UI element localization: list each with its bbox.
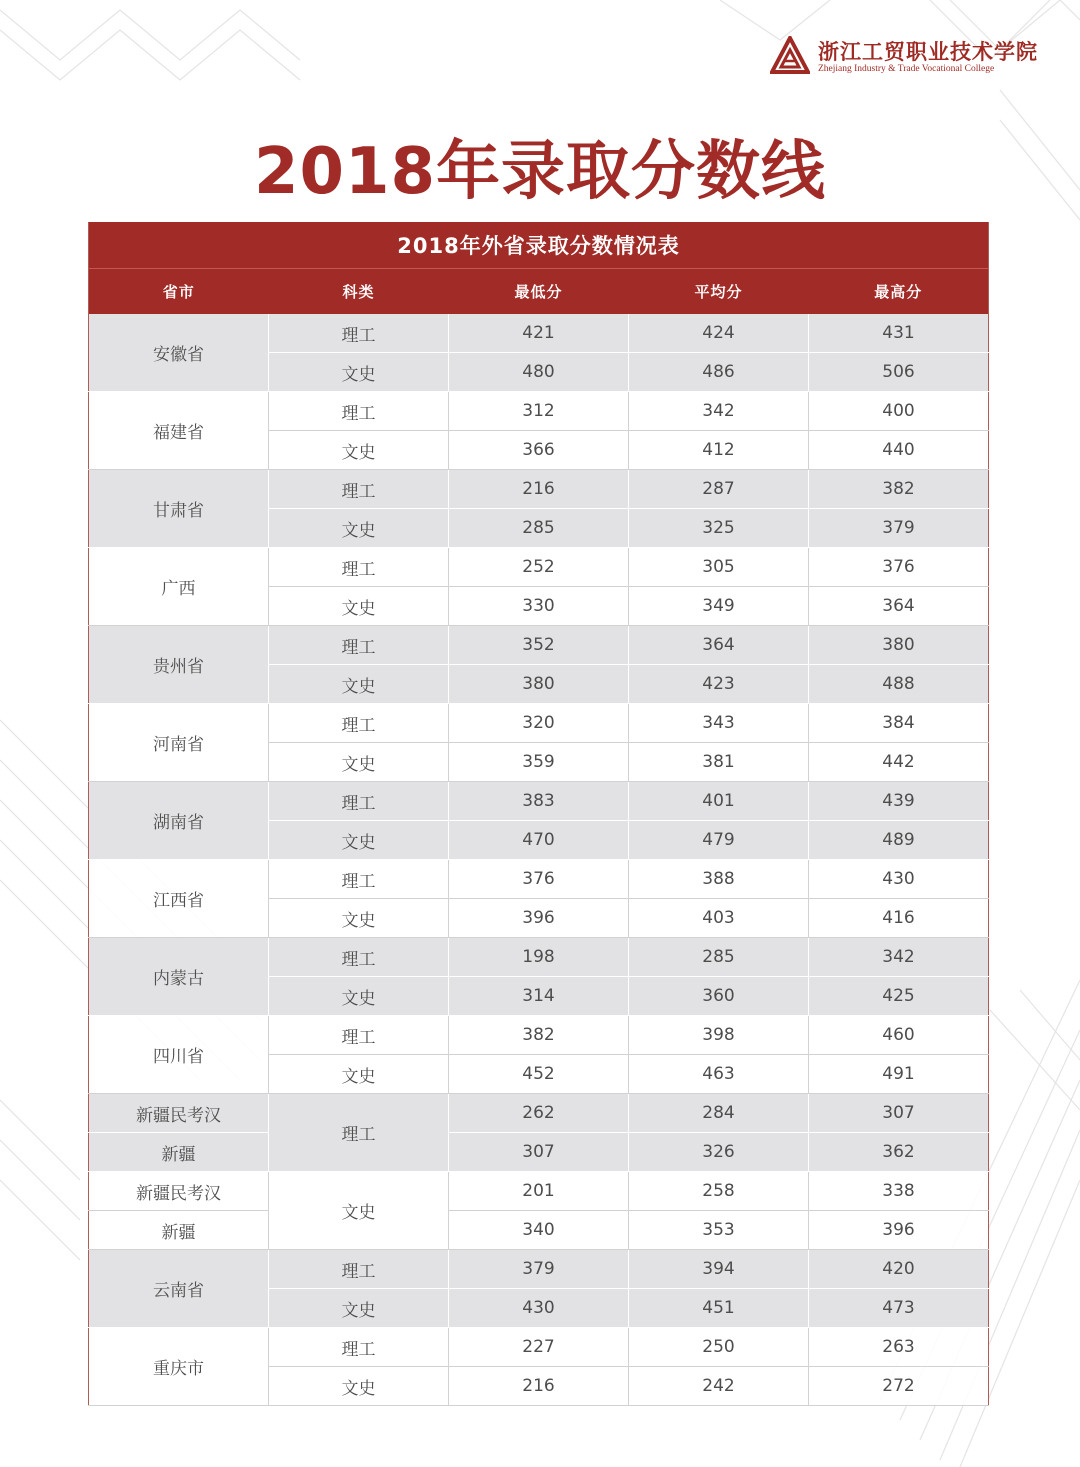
province-cell: 甘肃省 [89, 470, 269, 548]
category-cell: 理工 [269, 314, 449, 353]
max-score-cell: 460 [809, 1016, 989, 1055]
table-row [89, 1250, 989, 1289]
table-header-row [89, 269, 989, 315]
table-row [89, 1172, 989, 1211]
table-row [89, 782, 989, 821]
category-cell: 文史 [269, 509, 449, 548]
avg-score-cell: 326 [629, 1133, 809, 1172]
max-score-cell: 307 [809, 1094, 989, 1133]
table-row [89, 1094, 989, 1133]
category-cell: 文史 [269, 1367, 449, 1406]
page-title: 2018年录取分数线 [253, 135, 827, 209]
avg-score-cell: 486 [629, 353, 809, 392]
max-score-cell: 489 [809, 821, 989, 860]
min-score-cell: 314 [449, 977, 629, 1016]
min-score-cell: 430 [449, 1289, 629, 1328]
avg-score-cell: 284 [629, 1094, 809, 1133]
province-cell: 四川省 [89, 1016, 269, 1094]
header-avg-score: 平均分 [629, 269, 809, 315]
header-min-score: 最低分 [449, 269, 629, 315]
province-cell: 广西 [89, 548, 269, 626]
province-cell: 新疆 [89, 1211, 269, 1250]
max-score-cell: 420 [809, 1250, 989, 1289]
max-score-cell: 425 [809, 977, 989, 1016]
table-caption: 2018年外省录取分数情况表 [89, 222, 989, 269]
avg-score-cell: 349 [629, 587, 809, 626]
avg-score-cell: 424 [629, 314, 809, 353]
category-cell: 文史 [269, 587, 449, 626]
min-score-cell: 198 [449, 938, 629, 977]
avg-score-cell: 258 [629, 1172, 809, 1211]
avg-score-cell: 479 [629, 821, 809, 860]
header-category: 科类 [269, 269, 449, 315]
min-score-cell: 452 [449, 1055, 629, 1094]
max-score-cell: 396 [809, 1211, 989, 1250]
province-cell: 新疆民考汉 [89, 1094, 269, 1133]
min-score-cell: 396 [449, 899, 629, 938]
avg-score-cell: 398 [629, 1016, 809, 1055]
max-score-cell: 379 [809, 509, 989, 548]
category-cell: 理工 [269, 470, 449, 509]
max-score-cell: 380 [809, 626, 989, 665]
table-row [89, 626, 989, 665]
province-cell: 内蒙古 [89, 938, 269, 1016]
table-row [89, 860, 989, 899]
avg-score-cell: 285 [629, 938, 809, 977]
table-row [89, 704, 989, 743]
province-cell: 贵州省 [89, 626, 269, 704]
avg-score-cell: 381 [629, 743, 809, 782]
max-score-cell: 491 [809, 1055, 989, 1094]
category-cell: 文史 [269, 353, 449, 392]
avg-score-cell: 353 [629, 1211, 809, 1250]
min-score-cell: 340 [449, 1211, 629, 1250]
min-score-cell: 262 [449, 1094, 629, 1133]
category-cell: 文史 [269, 1172, 449, 1250]
max-score-cell: 338 [809, 1172, 989, 1211]
max-score-cell: 362 [809, 1133, 989, 1172]
max-score-cell: 488 [809, 665, 989, 704]
category-cell: 文史 [269, 977, 449, 1016]
min-score-cell: 382 [449, 1016, 629, 1055]
min-score-cell: 216 [449, 1367, 629, 1406]
min-score-cell: 285 [449, 509, 629, 548]
min-score-cell: 383 [449, 782, 629, 821]
table-row [89, 1016, 989, 1055]
min-score-cell: 470 [449, 821, 629, 860]
max-score-cell: 473 [809, 1289, 989, 1328]
category-cell: 理工 [269, 782, 449, 821]
category-cell: 理工 [269, 938, 449, 977]
avg-score-cell: 364 [629, 626, 809, 665]
min-score-cell: 352 [449, 626, 629, 665]
avg-score-cell: 360 [629, 977, 809, 1016]
header-province: 省市 [89, 269, 269, 315]
max-score-cell: 384 [809, 704, 989, 743]
province-cell: 新疆民考汉 [89, 1172, 269, 1211]
province-cell: 新疆 [89, 1133, 269, 1172]
category-cell: 理工 [269, 626, 449, 665]
category-cell: 理工 [269, 1328, 449, 1367]
min-score-cell: 379 [449, 1250, 629, 1289]
min-score-cell: 366 [449, 431, 629, 470]
college-logo [770, 36, 1038, 80]
logo-name-cn: 浙江工贸职业技术学院 [818, 39, 1038, 64]
min-score-cell: 359 [449, 743, 629, 782]
province-cell: 安徽省 [89, 314, 269, 392]
max-score-cell: 376 [809, 548, 989, 587]
table-row [89, 1328, 989, 1367]
table-row [89, 548, 989, 587]
max-score-cell: 364 [809, 587, 989, 626]
min-score-cell: 307 [449, 1133, 629, 1172]
table-row [89, 938, 989, 977]
max-score-cell: 430 [809, 860, 989, 899]
avg-score-cell: 250 [629, 1328, 809, 1367]
avg-score-cell: 403 [629, 899, 809, 938]
avg-score-cell: 325 [629, 509, 809, 548]
min-score-cell: 312 [449, 392, 629, 431]
avg-score-cell: 342 [629, 392, 809, 431]
table-row [89, 392, 989, 431]
avg-score-cell: 463 [629, 1055, 809, 1094]
province-cell: 江西省 [89, 860, 269, 938]
max-score-cell: 431 [809, 314, 989, 353]
category-cell: 理工 [269, 1016, 449, 1055]
category-cell: 理工 [269, 704, 449, 743]
max-score-cell: 342 [809, 938, 989, 977]
table-row [89, 314, 989, 353]
category-cell: 理工 [269, 1250, 449, 1289]
min-score-cell: 330 [449, 587, 629, 626]
category-cell: 文史 [269, 431, 449, 470]
avg-score-cell: 287 [629, 470, 809, 509]
min-score-cell: 376 [449, 860, 629, 899]
min-score-cell: 216 [449, 470, 629, 509]
province-cell: 湖南省 [89, 782, 269, 860]
avg-score-cell: 242 [629, 1367, 809, 1406]
table-row [89, 1211, 989, 1250]
avg-score-cell: 412 [629, 431, 809, 470]
avg-score-cell: 388 [629, 860, 809, 899]
max-score-cell: 442 [809, 743, 989, 782]
max-score-cell: 439 [809, 782, 989, 821]
min-score-cell: 380 [449, 665, 629, 704]
max-score-cell: 272 [809, 1367, 989, 1406]
max-score-cell: 440 [809, 431, 989, 470]
avg-score-cell: 401 [629, 782, 809, 821]
header-max-score: 最高分 [809, 269, 989, 315]
category-cell: 理工 [269, 548, 449, 587]
avg-score-cell: 394 [629, 1250, 809, 1289]
category-cell: 理工 [269, 1094, 449, 1172]
min-score-cell: 480 [449, 353, 629, 392]
avg-score-cell: 451 [629, 1289, 809, 1328]
max-score-cell: 382 [809, 470, 989, 509]
category-cell: 文史 [269, 743, 449, 782]
min-score-cell: 421 [449, 314, 629, 353]
min-score-cell: 227 [449, 1328, 629, 1367]
admission-scores-table [88, 222, 989, 1406]
category-cell: 理工 [269, 860, 449, 899]
min-score-cell: 320 [449, 704, 629, 743]
min-score-cell: 252 [449, 548, 629, 587]
province-cell: 福建省 [89, 392, 269, 470]
min-score-cell: 201 [449, 1172, 629, 1211]
avg-score-cell: 343 [629, 704, 809, 743]
max-score-cell: 400 [809, 392, 989, 431]
category-cell: 文史 [269, 899, 449, 938]
avg-score-cell: 423 [629, 665, 809, 704]
logo-name-en: Zhejiang Industry & Trade Vocational College [818, 64, 995, 74]
category-cell: 文史 [269, 665, 449, 704]
province-cell: 云南省 [89, 1250, 269, 1328]
category-cell: 文史 [269, 1289, 449, 1328]
category-cell: 文史 [269, 1055, 449, 1094]
max-score-cell: 506 [809, 353, 989, 392]
avg-score-cell: 305 [629, 548, 809, 587]
triangle-emblem-icon [770, 36, 810, 76]
max-score-cell: 416 [809, 899, 989, 938]
category-cell: 理工 [269, 392, 449, 431]
table-row [89, 1133, 989, 1172]
category-cell: 文史 [269, 821, 449, 860]
table-row [89, 470, 989, 509]
province-cell: 重庆市 [89, 1328, 269, 1406]
province-cell: 河南省 [89, 704, 269, 782]
max-score-cell: 263 [809, 1328, 989, 1367]
